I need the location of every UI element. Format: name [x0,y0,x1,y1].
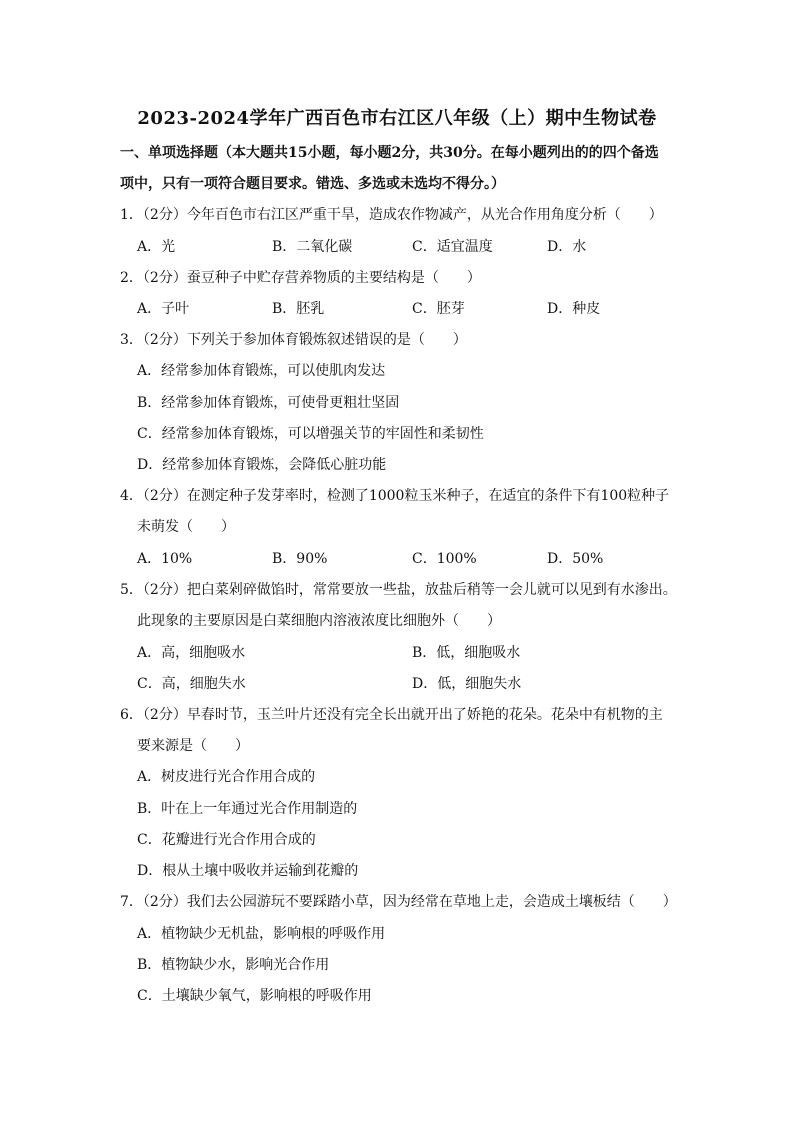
question-6-option-b: B．叶在上一年通过光合作用制造的 [137,801,358,817]
question-6-stem-line-2: 要来源是（ ） [137,738,249,754]
section-heading-line-1: 一、单项选择题（本大题共15小题，每小题2分，共30分。在每小题列出的的四个备选 [120,145,659,161]
question-7-option-b: B．植物缺少水，影响光合作用 [137,957,330,973]
question-3-option-c: C．经常参加体育锻炼，可以增强关节的牢固性和柔韧性 [137,426,484,442]
question-4-option-b: B．90% [272,551,328,567]
question-4-option-d: D．50% [547,551,604,567]
question-4-option-c: C．100% [412,551,477,567]
question-3-option-a: A．经常参加体育锻炼，可以使肌肉发达 [137,363,386,379]
question-2-stem: 2．（2分）蚕豆种子中贮存营养物质的主要结构是（ ） [120,270,481,286]
question-4-option-a: A．10% [137,551,193,567]
question-1-option-d: D．水 [547,239,587,255]
question-5-option-c: C．高，细胞失水 [137,676,246,692]
question-1-option-a: A．光 [137,239,176,255]
question-7-stem: 7．（2分）我们去公园游玩不要踩踏小草，因为经常在草地上走，会造成土壤板结（ ） [120,894,677,910]
question-2-option-b: B．胚乳 [272,301,325,317]
question-2-option-a: A．子叶 [137,301,190,317]
question-5-stem-line-1: 5．（2分）把白菜剁碎做馅时，常常要放一些盐，放盐后稍等一会儿就可以见到有水渗出。 [120,582,677,598]
question-3-stem: 3．（2分）下列关于参加体育锻炼叙述错误的是（ ） [120,332,467,348]
question-5-option-d: D．低，细胞失水 [412,676,522,692]
page-title: 2023-2024学年广西百色市右江区八年级（上）期中生物试卷 [137,108,657,129]
question-4-stem-line-1: 4．（2分）在测定种子发芽率时，检测了1000粒玉米种子，在适宜的条件下有100粒种子 [120,488,670,504]
section-heading [120,138,680,200]
question-2-option-c: C．胚芽 [412,301,465,317]
question-1-stem: 1．（2分）今年百色市右江区严重干旱，造成农作物减产，从光合作用角度分析（ ） [120,207,663,223]
question-2-option-d: D．种皮 [547,301,601,317]
question-6-option-c: C．花瓣进行光合作用合成的 [137,832,316,848]
section-heading-line-2: 项中，只有一项符合题目要求。错选、多选或未选均不得分。） [120,176,505,192]
question-5-option-b: B．低，细胞吸水 [412,645,521,661]
question-7-option-a: A．植物缺少无机盐，影响根的呼吸作用 [137,926,386,942]
question-6-option-d: D．根从土壤中吸收并运输到花瓣的 [137,863,359,879]
question-4-stem-line-2: 未萌发（ ） [137,519,235,535]
question-6-stem-line-1: 6．（2分）早春时节，玉兰叶片还没有完全长出就开出了娇艳的花朵。花朵中有机物的主 [120,707,663,723]
question-1-option-b: B．二氧化碳 [272,239,353,255]
question-3-option-d: D．经常参加体育锻炼，会降低心脏功能 [137,457,387,473]
question-6-option-a: A．树皮进行光合作用合成的 [137,769,316,785]
question-5-stem-line-2: 此现象的主要原因是白菜细胞内溶液浓度比细胞外（ ） [137,613,501,629]
question-5-option-a: A．高，细胞吸水 [137,645,246,661]
question-7-option-c: C．土壤缺少氧气，影响根的呼吸作用 [137,988,372,1004]
question-3-option-b: B．经常参加体育锻炼，可使骨更粗壮坚固 [137,395,400,411]
question-1-option-c: C．适宜温度 [412,239,493,255]
